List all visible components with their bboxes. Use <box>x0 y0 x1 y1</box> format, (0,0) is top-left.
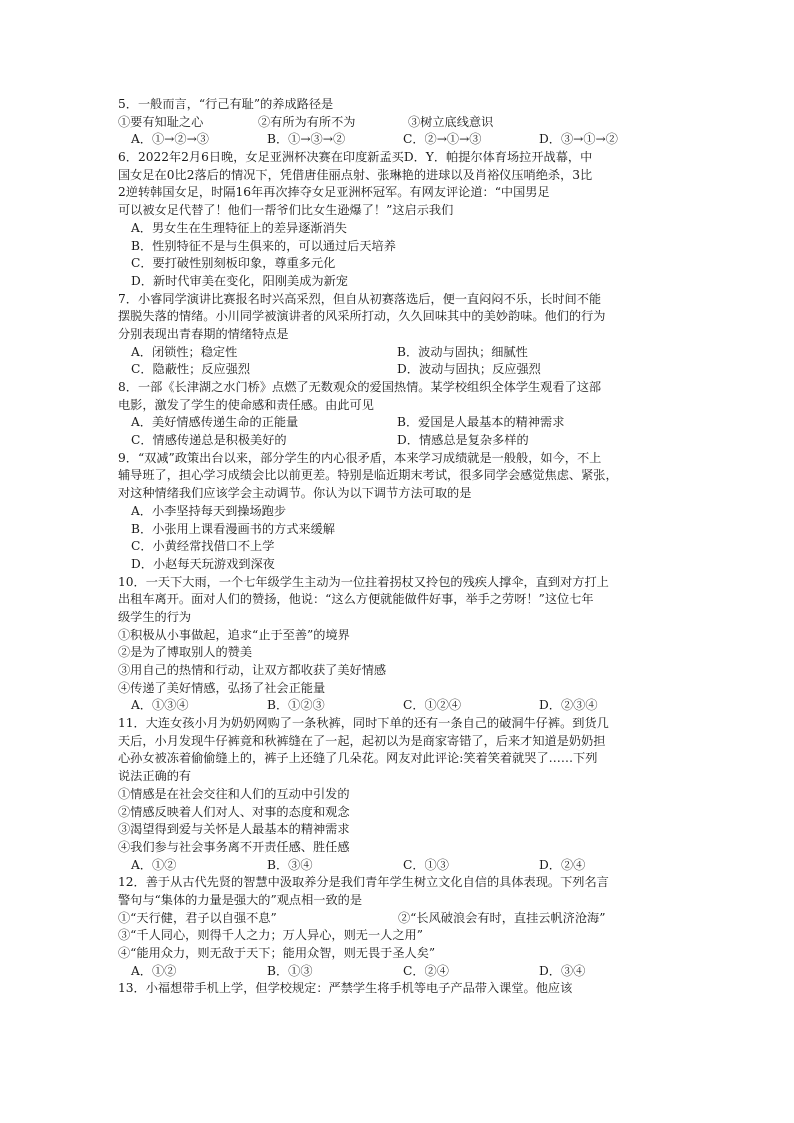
q8-stem-line: 8．一部《长津湖之水门桥》点燃了无数观众的爱国热情。某学校组织全体学生观看了这部 <box>118 380 602 394</box>
q10-stem-line: 级学生的行为 <box>118 609 192 624</box>
q11-item-3: ③渴望得到爱与关怀是人最基本的精神需求 <box>118 822 350 837</box>
q9-option-d[interactable]: D．小赵每天玩游戏到深夜 <box>131 556 275 571</box>
q10-stem-line: 出租车离开。面对人们的赞扬，他说：“这么方便就能做件好事，举手之劳呀！”这位七年 <box>118 592 594 607</box>
q10-item-1: ①积极从小事做起，追求“止于至善”的境界 <box>118 627 350 642</box>
q8-options-row-1 <box>118 414 678 432</box>
q8-option-d[interactable]: D．情感总是复杂多样的 <box>397 433 529 448</box>
q12-option-c[interactable]: C．②④ <box>403 963 449 978</box>
q12-option-b[interactable]: B．①③ <box>267 963 313 978</box>
q6-stem-line: 国女足在0比2落后的情况下，凭借唐佳丽点射、张琳艳的进球以及肖裕仪压哨绝杀，3比 <box>118 167 593 182</box>
q12-option-d[interactable]: D．③④ <box>539 963 586 978</box>
q6-stem-line: 6．2022年2月6日晚，女足亚洲杯决赛在印度新孟买D．Y．帕提尔体育场拉开战幕，中 <box>118 150 593 165</box>
q5-item-1: ①要有知耻之心 <box>118 114 204 129</box>
q12-item-2: ②“长风破浪会有时，直挂云帆济沧海” <box>398 910 606 925</box>
q9-stem-line: 对这种情绪我们应该学会主动调节。你认为以下调节方法可取的是 <box>118 486 472 501</box>
q12-options <box>118 963 678 981</box>
q11-stem-line: 天后，小月发现牛仔裤竟和秋裤缝在了一起，起初以为是商家寄错了，后来才知道是奶奶担 <box>118 733 606 748</box>
q12-item-3: ③“千人同心，则得千人之力；万人异心，则无一人之用” <box>118 928 423 943</box>
q7-options-row-2 <box>118 361 678 379</box>
q8-option-c[interactable]: C．情感传递总是积极美好的 <box>131 433 287 448</box>
q6-option-b[interactable]: B．性别特征不是与生俱来的，可以通过后天培养 <box>131 238 396 253</box>
q10-option-d[interactable]: D．②③④ <box>539 698 598 713</box>
q11-option-d[interactable]: D．②④ <box>539 857 586 872</box>
q12-item-4: ④“能用众力，则无敌于天下；能用众智，则无畏于圣人矣” <box>118 946 436 960</box>
q6-option-c[interactable]: C．要打破性别刻板印象，尊重多元化 <box>131 256 336 271</box>
q10-option-c[interactable]: C．①②④ <box>403 698 462 713</box>
q5-item-2: ②有所为有所不为 <box>258 114 356 129</box>
q7-option-b[interactable]: B．波动与固执；细腻性 <box>397 344 528 359</box>
q13-stem-line: 13．小福想带手机上学，但学校规定：严禁学生将手机等电子产品带入课堂。他应该 <box>118 981 573 996</box>
q5-options <box>118 131 678 149</box>
q11-stem-line: 11．大连女孩小月为奶奶网购了一条秋裤，同时下单的还有一条自己的破洞牛仔裤。到货几 <box>118 716 609 731</box>
q11-option-b[interactable]: B．③④ <box>267 857 313 872</box>
q11-stem-line: 说法正确的有 <box>118 769 192 784</box>
q5-stem: 5．一般而言，“行己有耻”的养成路径是 <box>118 97 334 111</box>
q12-items-row-1 <box>118 910 678 928</box>
q9-option-a[interactable]: A．小李坚持每天到操场跑步 <box>131 503 287 518</box>
q7-stem-line: 分别表现出青春期的情绪特点是 <box>118 326 289 341</box>
q7-option-a[interactable]: A．闭锁性；稳定性 <box>131 344 238 359</box>
q7-options-row-1 <box>118 344 678 362</box>
q7-stem-line: 摆脱失落的情绪。小川同学被演讲者的风采所打动，久久回味其中的美妙韵味。他们的行为 <box>118 309 606 324</box>
q9-option-c[interactable]: C．小黄经常找借口不上学 <box>131 539 275 554</box>
question-list <box>118 96 678 998</box>
q11-item-1: ①情感是在社会交往和人们的互动中引发的 <box>118 786 350 801</box>
q5-option-c[interactable]: C．②→①→③ <box>403 132 482 147</box>
q6-stem-line: 2逆转韩国女足，时隔16年再次捧夺女足亚洲杯冠军。有网友评论道：“中国男足 <box>118 185 550 200</box>
q11-option-a[interactable]: A．①② <box>131 857 177 872</box>
q9-stem-line: 辅导班了，担心学习成绩会比以前更差。特别是临近期末考试，很多同学会感觉焦虑、紧张， <box>118 468 618 483</box>
q12-item-1: ①“天行健，君子以自强不息” <box>118 910 277 925</box>
q11-item-2: ②情感反映着人们对人、对事的态度和观念 <box>118 804 350 819</box>
q8-option-a[interactable]: A．美好情感传递生命的正能量 <box>131 415 299 430</box>
q11-stem-line: 心孙女被冻着偷偷缝上的，裤子上还缝了几朵花。网友对此评论:笑着笑着就哭了……下列 <box>118 751 598 766</box>
q6-stem-line: 可以被女足代替了！他们一帮爷们比女生逊爆了！”这启示我们 <box>118 203 454 218</box>
q10-options <box>118 697 678 715</box>
q5-items <box>118 114 678 132</box>
q11-options <box>118 857 678 875</box>
q5-option-b[interactable]: B．①→③→② <box>267 132 346 147</box>
q8-options-row-2 <box>118 432 678 450</box>
q10-option-b[interactable]: B．①②③ <box>267 698 325 713</box>
q11-option-c[interactable]: C．①③ <box>403 857 449 872</box>
q11-item-4: ④我们参与社会事务离不开责任感、胜任感 <box>118 839 350 854</box>
q7-stem-line: 7．小睿同学演讲比赛报名时兴高采烈，但自从初赛落选后，便一直闷闷不乐，长时间不能 <box>118 291 602 306</box>
q7-option-c[interactable]: C．隐蔽性；反应强烈 <box>131 362 251 377</box>
q12-stem-line: 警句与“集体的力量是强大的”观点相一致的是 <box>118 892 363 907</box>
q7-option-d[interactable]: D．波动与固执；反应强烈 <box>397 362 541 377</box>
q10-item-3: ③用自己的热情和行动，让双方都收获了美好情感 <box>118 663 387 677</box>
q8-stem-line: 电影，激发了学生的使命感和责任感。由此可见 <box>118 397 374 412</box>
q9-stem-line: 9．“双减”政策出台以来，部分学生的内心很矛盾，本来学习成绩就是一般般，如今，不上 <box>118 450 602 465</box>
q8-option-b[interactable]: B．爱国是人最基本的精神需求 <box>397 415 565 430</box>
q5-option-d[interactable]: D．③→①→② <box>539 132 618 147</box>
q5-item-3: ③树立底线意识 <box>408 114 494 129</box>
q12-stem-line: 12．善于从古代先贤的智慧中汲取养分是我们青年学生树立文化自信的具体表现。下列名言 <box>118 875 609 890</box>
q10-item-4: ④传递了美好情感，弘扬了社会正能量 <box>118 680 326 695</box>
q6-option-d[interactable]: D．新时代审美在变化，阳刚美成为新宠 <box>131 273 348 288</box>
q10-option-a[interactable]: A．①③④ <box>131 698 189 713</box>
q12-option-a[interactable]: A．①② <box>131 963 177 978</box>
q6-option-a[interactable]: A．男女生在生理特征上的差异逐渐消失 <box>131 220 347 235</box>
q5-option-a[interactable]: A．①→②→③ <box>131 132 209 147</box>
q9-option-b[interactable]: B．小张用上课看漫画书的方式来缓解 <box>131 521 335 536</box>
q10-item-2: ②是为了博取别人的赞美 <box>118 645 253 660</box>
q10-stem-line: 10．一天下大雨，一个七年级学生主动为一位拄着拐杖又拎包的残疾人撑伞，直到对方打上 <box>118 574 609 589</box>
